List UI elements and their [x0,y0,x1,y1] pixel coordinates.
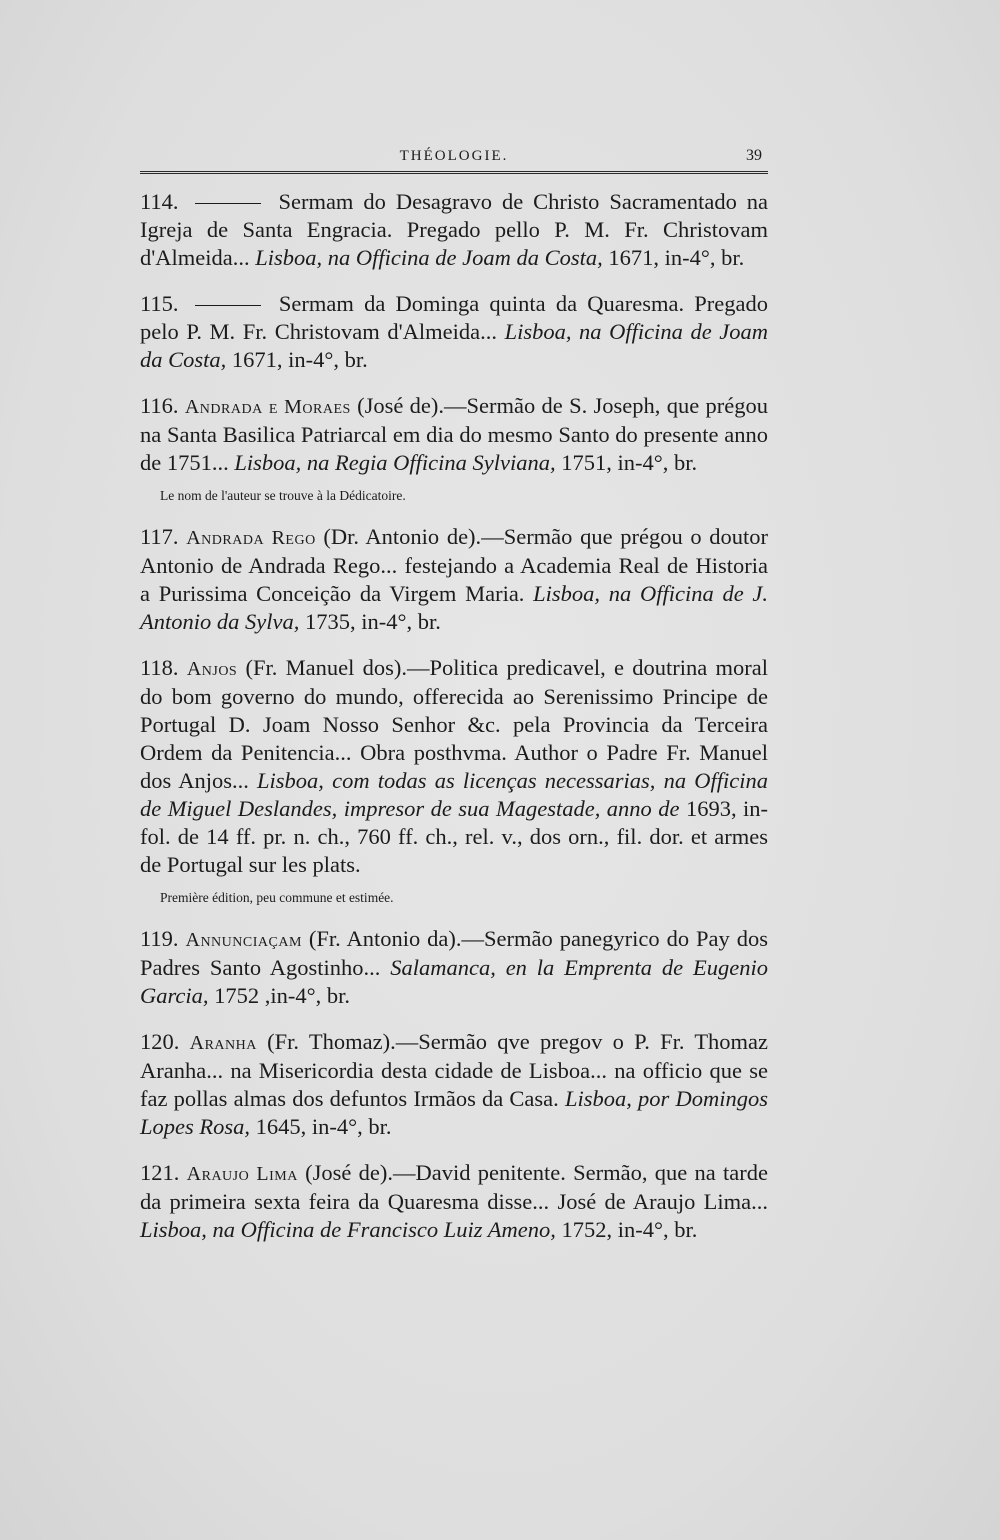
entry-text: —Sermão qve pregov o P. Fr. Thomaz Aranha... na Misericordia desta cidade de Lisboa... na officio que se faz pollas almas dos defuntos Irmãos da Casa. [140,1029,769,1111]
entry-author-rest: (Fr. Antonio da). [308,926,462,951]
entry-tail: 1671, in-4°, br. [608,245,745,270]
entry-author: Annunciaçam [185,929,302,951]
entry-author-rest: (José de). [357,393,445,418]
entry-114 [140,188,768,272]
entry-imprint: Lisboa, na Officina de J. Antonio da Sylva, [140,581,769,634]
entry-number: 114. [140,189,179,214]
entry-tail: 1752 ,in-4°, br. [214,983,351,1008]
running-title: THÉOLOGIE. [399,148,509,164]
entry-119 [140,925,768,1010]
entry-text: Sermam da Dominga quinta da Quaresma. Pregado pelo P. M. Fr. Christovam d'Almeida... [140,291,769,344]
ditto-dash [195,203,261,204]
running-head [140,146,768,170]
entry-text: —Sermão que prégou o doutor Antonio de Andrada Rego... festejando a Academia Real de Historia a Purissima Conceição da Virgem Maria. [140,524,769,606]
entry-imprint: Lisboa, na Regia Officina Sylviana, [234,450,556,475]
entry-author: Andrada e Moraes [184,396,351,418]
entry-author: Araujo Lima [186,1163,298,1185]
entry-115 [140,290,768,374]
entry-number: 119. [140,926,179,951]
entry-118 [140,654,768,879]
entry-tail: 1671, in-4°, br. [231,347,368,372]
entry-note: Le nom de l'auteur se trouve à la Dédicatoire. [160,488,406,503]
entry-121 [140,1159,768,1244]
entry-author: Andrada Rego [186,527,316,549]
ditto-dash [195,305,261,306]
entry-text: Sermam do Desagravo de Christo Sacramentado na Igreja de Santa Engracia. Pregado pello P. M. Fr. Christovam d'Almeida... [140,189,768,270]
entry-author-rest: (José de). [305,1160,393,1185]
entry-imprint: Lisboa, com todas as licenças necessarias, na Officina de Miguel Deslandes, impresor de sua Magestade, anno de [140,768,768,821]
entry-tail: 1693, in-fol. de 14 ff. pr. n. ch., 760 ff. ch., rel. v., dos orn., fil. dor. et armes de Portugal sur les plats. [140,796,769,877]
entry-author-rest: (Dr. Antonio de). [323,524,482,549]
entry-number: 118. [140,655,179,680]
entry-tail: 1752, in-4°, br. [561,1217,698,1242]
entry-text: —Politica predicavel, e doutrina moral do bom governo do mundo, offerecida ao Serenissimo Principe de Portugal D. Joam Nosso Senhor &c. pela Provincia da Terceira Ordem da Penitencia... Obra posthvma. Author o Padre Fr. Manuel dos Anjos... [140,655,769,793]
entry-number: 115. [140,291,179,316]
entry-note: Première édition, peu commune et estimée. [160,890,394,905]
entry-117 [140,523,768,636]
entry-120 [140,1028,768,1141]
entry-number: 121. [140,1160,180,1185]
entry-tail: 1735, in-4°, br. [304,609,441,634]
catalogue-entries [140,188,768,1262]
entry-tail: 1645, in-4°, br. [255,1114,392,1139]
entry-number: 120. [140,1029,180,1054]
entry-imprint: Lisboa, na Officina de Joam da Costa, [140,319,769,372]
entry-number: 116. [140,393,179,418]
entry-text: —David penitente. Sermão, que na tarde da primeira sexta feira da Quaresma disse... José de Araujo Lima... [140,1160,769,1214]
entry-imprint: Salamanca, en la Emprenta de Eugenio Garcia, [140,955,768,1008]
page-number: 39 [746,147,762,164]
entry-tail: 1751, in-4°, br. [561,450,698,475]
entry-text: —Sermão panegyrico do Pay dos Padres Santo Agostinho... [140,926,769,980]
entry-116 [140,392,768,477]
header-rule [140,171,768,174]
entry-author-rest: (Fr. Thomaz). [267,1029,396,1054]
entry-imprint: Lisboa, na Officina de Joam da Costa, [255,245,603,270]
entry-author: Anjos [186,658,238,680]
entry-imprint: Lisboa, por Domingos Lopes Rosa, [140,1086,769,1139]
entry-number: 117. [140,524,179,549]
entry-imprint: Lisboa, na Officina de Francisco Luiz Ameno, [140,1217,556,1242]
entry-text: —Sermão de S. Joseph, que prégou na Santa Basilica Patriarcal em dia do mesmo Santo do presente anno de 1751... [140,393,768,475]
entry-author: Aranha [189,1032,257,1054]
entry-author-rest: (Fr. Manuel dos). [245,655,407,680]
